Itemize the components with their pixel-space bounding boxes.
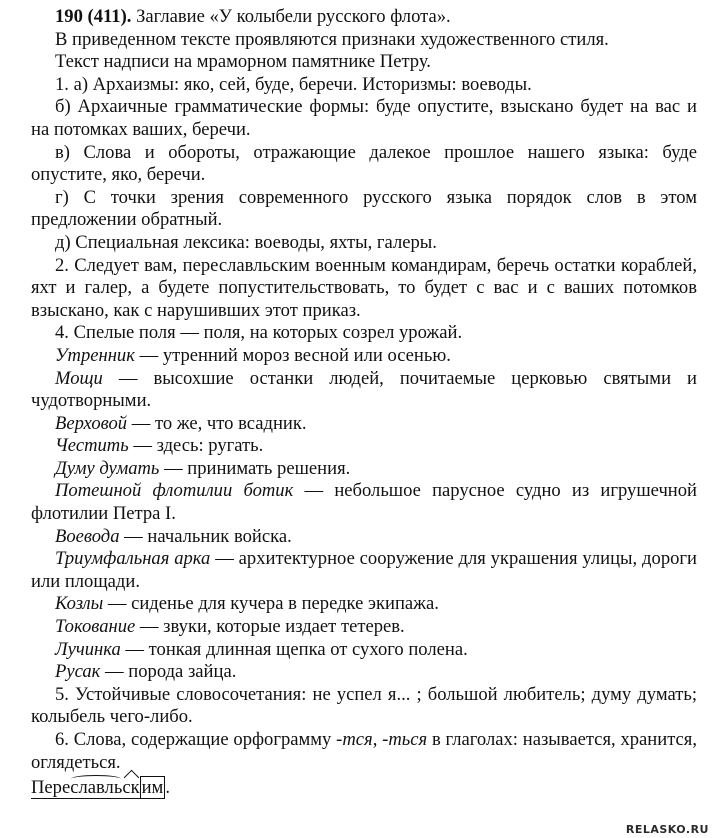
- glossary-term: Лучинка: [55, 638, 121, 660]
- glossary-definition: — здесь: ругать.: [128, 435, 264, 457]
- site-watermark: RELASKO.RU: [625, 823, 709, 836]
- glossary-entry: [31, 435, 697, 458]
- glossary-definition: — высохшие останки людей, почитаемые церковью святыми и чудотворными.: [31, 367, 697, 412]
- answer-6-start: 6. Слова, содержащие орфограмму: [55, 729, 337, 750]
- glossary-entry: [31, 661, 697, 684]
- word-suffix: ск: [122, 777, 140, 799]
- answer-6-rest: в глаголах: называется, хранится, оглядеться.: [31, 729, 697, 773]
- answer-1e: д) Специальная лексика: воеводы, яхты, галеры.: [55, 231, 437, 253]
- glossary-definition: — архитектурное сооружение для украшения улицы, дороги или площади.: [31, 548, 697, 592]
- glossary-entry: [31, 345, 697, 368]
- word-root: славль: [70, 777, 123, 799]
- glossary-definition: — порода зайца.: [100, 661, 237, 683]
- glossary-entry: [31, 616, 697, 639]
- glossary-term: Козлы: [55, 593, 104, 615]
- glossary-entry: [31, 480, 697, 525]
- answer-6: [31, 729, 697, 774]
- glossary-term: Мощи: [55, 367, 103, 389]
- glossary-definition: — то же, что всадник.: [127, 412, 307, 434]
- glossary-term: Русак: [55, 661, 101, 683]
- answer-1b: б) Архаичные грамматические формы: буде опустите, взыскано будет на вас и на потомках ваших, беречи.: [31, 96, 697, 140]
- glossary-term: Воевода: [55, 525, 120, 547]
- glossary-definition: — звуки, которые издает тетерев.: [135, 616, 405, 638]
- glossary-entry: [31, 593, 697, 616]
- morpheme-parse-line: [31, 777, 697, 800]
- answer-2: 2. Следует вам, переславльским военным командирам, беречь остатки кораблей, яхт и галер, а будете попустительствовать, то будет с вас и с ваших потомков взыскано, как с нарушивших этот приказ.: [31, 254, 697, 321]
- answer-5: 5. Устойчивые словосочетания: не успел я... ; большой любитель; думу думать; колыбель чего-либо.: [31, 683, 697, 728]
- glossary-entry: [31, 526, 697, 549]
- glossary-term: Триумфальная арка: [55, 548, 211, 570]
- glossary-definition: — начальник войска.: [119, 525, 292, 547]
- glossary-definition: — принимать решения.: [159, 457, 351, 479]
- word-ending: им: [141, 777, 164, 799]
- answer-1d: г) С точки зрения современного русского языка порядок слов в этом предложении обратный.: [31, 186, 697, 231]
- glossary-term: Думу думать: [55, 457, 160, 479]
- glossary-term: Токование: [55, 616, 136, 638]
- glossary-definition: — утренний мороз весной или осенью.: [134, 344, 451, 366]
- answer-4: 4. Спелые поля — поля, на которых созрел урожай.: [55, 322, 463, 344]
- glossary-entry: [31, 639, 697, 662]
- glossary-entry: [31, 548, 697, 593]
- answer-1c: в) Слова и обороты, отражающие далекое прошлое нашего языка: буде опустите, яко, беречи.: [31, 141, 697, 186]
- glossary-definition: — сиденье для кучера в передке экипажа.: [103, 593, 439, 615]
- glossary-term: Потешной флотилии ботик: [55, 480, 294, 502]
- glossary-definition: — небольшое парусное судно из игрушечной флотилии Петра I.: [31, 480, 697, 525]
- glossary-entry: [31, 458, 697, 481]
- morpheme-parsed-word: [31, 778, 165, 799]
- orthogram-tsya: -тся: [336, 729, 373, 750]
- glossary-entry: [31, 413, 697, 436]
- glossary-term: Утренник: [55, 344, 135, 366]
- word-prefix: Пере: [31, 777, 71, 799]
- word-dot: .: [165, 777, 170, 799]
- glossary-term: Верховой: [55, 412, 128, 434]
- glossary-entry: [31, 368, 697, 413]
- answer-1a: 1. а) Архаизмы: яко, сей, буде, беречи. Историзмы: воеводы.: [55, 73, 532, 95]
- glossary-term: Честить: [55, 435, 129, 457]
- answer-6-comma: ,: [372, 729, 383, 750]
- exercise-heading: [31, 6, 697, 29]
- style-statement: В приведенном тексте проявляются признаки художественного стиля.: [55, 28, 609, 50]
- exercise-number: 190 (411).: [55, 6, 132, 27]
- inscription-statement: Текст надписи на мраморном памятнике Петру.: [55, 51, 431, 73]
- exercise-title: Заглавие «У колыбели русского флота».: [131, 6, 451, 27]
- glossary-definition: — тонкая длинная щепка от сухого полена.: [120, 638, 468, 660]
- orthogram-tsya-soft: -ться: [382, 729, 428, 750]
